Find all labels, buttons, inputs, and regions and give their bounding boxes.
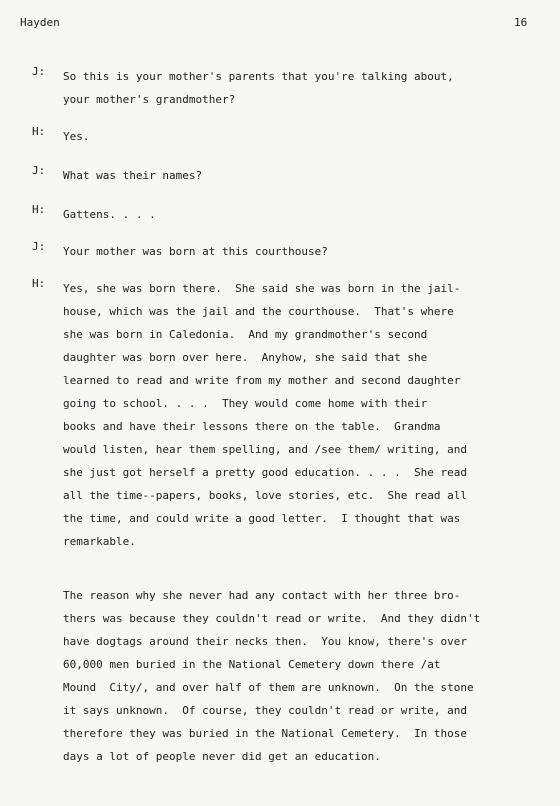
speaker-label: H: (32, 277, 46, 290)
text-line: all the time--papers, books, love stories, etc. She read all (63, 489, 467, 502)
speaker-label: J: (32, 240, 46, 253)
text-line: Yes. (63, 130, 90, 143)
text-line: So this is your mother's parents that you're talking about, (63, 70, 454, 83)
text-line: remarkable. (63, 535, 136, 548)
text-line: Yes, she was born there. She said she was born in the jail- (63, 282, 461, 295)
turn-text (63, 240, 533, 263)
text-line: Mound City/, and over half of them are unknown. On the stone (63, 681, 474, 694)
text-line: Your mother was born at this courthouse? (63, 245, 328, 258)
text-line: thers was because they couldn't read or write. And they didn't (63, 612, 481, 625)
text-line: The reason why she never had any contact with her three bro- (63, 589, 461, 602)
turn-text (63, 125, 533, 148)
text-line: she was born in Caledonia. And my grandmother's second (63, 328, 428, 341)
text-line: going to school. . . . They would come home with their (63, 397, 428, 410)
turn-text (63, 277, 533, 553)
speaker-label: J: (32, 164, 46, 177)
text-line: Gattens. . . . (63, 208, 156, 221)
text-line: 60,000 men buried in the National Cemetery down there /at (63, 658, 441, 671)
turn-text (63, 203, 533, 226)
text-line: have dogtags around their necks then. You know, there's over (63, 635, 467, 648)
speaker-label: H: (32, 203, 46, 216)
text-line: your mother's grandmother? (63, 93, 236, 106)
text-line: would listen, hear them spelling, and /see them/ writing, and (63, 443, 467, 456)
text-line: therefore they was buried in the National Cemetery. In those (63, 727, 467, 740)
text-line: What was their names? (63, 169, 203, 182)
continuation-paragraph (63, 584, 543, 768)
text-line: she just got herself a pretty good education. . . . She read (63, 466, 467, 479)
turn-text (63, 164, 533, 187)
speaker-label: J: (32, 65, 46, 78)
text-line: learned to read and write from my mother and second daughter (63, 374, 461, 387)
turn-text (63, 65, 533, 111)
page-number: 16 (514, 16, 528, 29)
speaker-label: H: (32, 125, 46, 138)
text-line: it says unknown. Of course, they couldn't read or write, and (63, 704, 467, 717)
interviewee-name-header: Hayden (20, 16, 60, 29)
text-line: daughter was born over here. Anyhow, she said that she (63, 351, 428, 364)
text-line: books and have their lessons there on the table. Grandma (63, 420, 441, 433)
text-line: the time, and could write a good letter. I thought that was (63, 512, 461, 525)
text-line: days a lot of people never did get an education. (63, 750, 381, 763)
text-line: house, which was the jail and the courthouse. That's where (63, 305, 454, 318)
